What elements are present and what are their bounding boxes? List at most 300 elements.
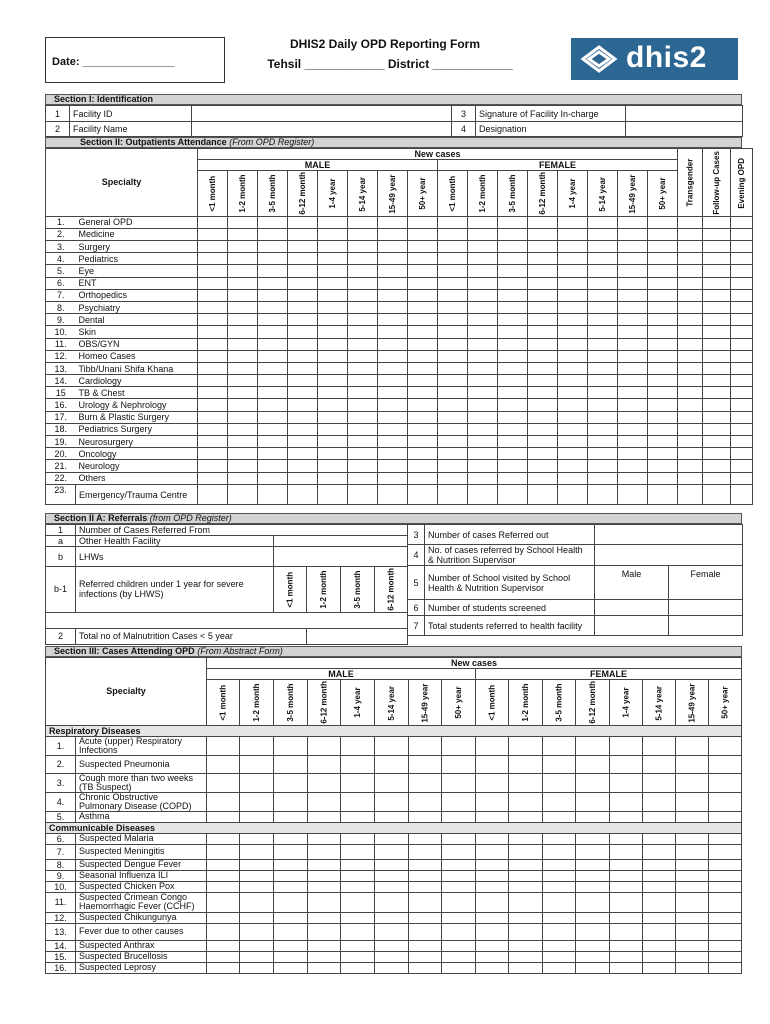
- entry-cell[interactable]: [228, 460, 258, 472]
- entry-cell[interactable]: [476, 773, 509, 792]
- entry-cell[interactable]: [648, 253, 678, 265]
- entry-cell[interactable]: [409, 844, 442, 859]
- entry-cell[interactable]: [576, 736, 610, 755]
- entry-cell[interactable]: [528, 362, 558, 374]
- entry-cell[interactable]: [709, 892, 742, 912]
- entry-cell[interactable]: [618, 411, 648, 423]
- entry-cell[interactable]: [528, 289, 558, 301]
- entry-cell[interactable]: [442, 912, 476, 923]
- entry-cell[interactable]: [676, 736, 709, 755]
- entry-cell[interactable]: [409, 923, 442, 940]
- entry-cell[interactable]: [308, 792, 341, 811]
- entry-cell[interactable]: [610, 951, 643, 962]
- entry-cell[interactable]: [731, 253, 753, 265]
- entry-cell[interactable]: [240, 881, 274, 892]
- entry-cell[interactable]: [438, 350, 468, 362]
- entry-cell[interactable]: [468, 326, 498, 338]
- entry-cell[interactable]: [731, 228, 753, 240]
- entry-cell[interactable]: [258, 387, 288, 399]
- entry-cell[interactable]: [678, 436, 703, 448]
- entry-cell[interactable]: [207, 859, 240, 870]
- entry-cell[interactable]: [498, 277, 528, 289]
- entry-cell[interactable]: [348, 399, 378, 411]
- entry-cell[interactable]: [438, 277, 468, 289]
- entry-cell[interactable]: [341, 962, 375, 973]
- entry-cell[interactable]: [468, 375, 498, 387]
- entry-cell[interactable]: [274, 962, 308, 973]
- entry-cell[interactable]: [588, 375, 618, 387]
- entry-cell[interactable]: [678, 472, 703, 484]
- entry-cell[interactable]: [648, 301, 678, 313]
- entry-cell[interactable]: [703, 460, 731, 472]
- entry-cell[interactable]: [543, 951, 576, 962]
- entry-cell[interactable]: [468, 423, 498, 435]
- entry-cell[interactable]: [258, 375, 288, 387]
- entry-cell[interactable]: [528, 411, 558, 423]
- entry-cell[interactable]: [258, 277, 288, 289]
- entry-cell[interactable]: [228, 228, 258, 240]
- entry-cell[interactable]: [588, 399, 618, 411]
- entry-cell[interactable]: [558, 448, 588, 460]
- entry-cell[interactable]: [408, 448, 438, 460]
- entry-cell[interactable]: [318, 301, 348, 313]
- entry-cell[interactable]: [442, 859, 476, 870]
- entry-cell[interactable]: [198, 375, 228, 387]
- entry-cell[interactable]: [288, 314, 318, 326]
- entry-cell[interactable]: [442, 951, 476, 962]
- entry-cell[interactable]: [348, 423, 378, 435]
- entry-cell[interactable]: [709, 736, 742, 755]
- entry-cell[interactable]: [709, 940, 742, 951]
- entry-cell[interactable]: [498, 485, 528, 505]
- entry-cell[interactable]: [648, 460, 678, 472]
- entry-cell[interactable]: [610, 773, 643, 792]
- entry-cell[interactable]: [678, 301, 703, 313]
- entry-cell[interactable]: [558, 485, 588, 505]
- entry-cell[interactable]: [498, 411, 528, 423]
- entry-cell[interactable]: [528, 350, 558, 362]
- entry-cell[interactable]: [442, 736, 476, 755]
- entry-cell[interactable]: [498, 362, 528, 374]
- entry-cell[interactable]: [348, 387, 378, 399]
- entry-cell[interactable]: [543, 870, 576, 881]
- entry-cell[interactable]: [476, 870, 509, 881]
- entry-cell[interactable]: [378, 485, 408, 505]
- entry-cell[interactable]: [648, 314, 678, 326]
- entry-cell[interactable]: [409, 811, 442, 822]
- entry-cell[interactable]: [643, 736, 676, 755]
- entry-cell[interactable]: [288, 228, 318, 240]
- entry-cell[interactable]: [274, 792, 308, 811]
- entry-cell[interactable]: [648, 375, 678, 387]
- entry-cell[interactable]: [228, 472, 258, 484]
- entry-cell[interactable]: [610, 833, 643, 844]
- entry-cell[interactable]: [288, 460, 318, 472]
- entry-cell[interactable]: [731, 387, 753, 399]
- entry-cell[interactable]: [676, 844, 709, 859]
- entry-cell[interactable]: [528, 326, 558, 338]
- entry-cell[interactable]: [409, 773, 442, 792]
- entry-cell[interactable]: [308, 755, 341, 773]
- entry-cell[interactable]: [509, 923, 543, 940]
- entry-cell[interactable]: [409, 881, 442, 892]
- entry-cell[interactable]: [678, 338, 703, 350]
- entry-cell[interactable]: [378, 277, 408, 289]
- entry-cell[interactable]: [643, 833, 676, 844]
- entry-cell[interactable]: [378, 241, 408, 253]
- entry-cell[interactable]: [676, 892, 709, 912]
- entry-cell[interactable]: [576, 859, 610, 870]
- entry-cell[interactable]: [678, 253, 703, 265]
- entry-cell[interactable]: [408, 301, 438, 313]
- entry-cell[interactable]: [618, 399, 648, 411]
- entry-cell[interactable]: [438, 411, 468, 423]
- entry-cell[interactable]: [543, 792, 576, 811]
- entry-cell[interactable]: [442, 870, 476, 881]
- entry-cell[interactable]: [438, 216, 468, 228]
- entry-cell[interactable]: [442, 773, 476, 792]
- entry-cell[interactable]: [274, 870, 308, 881]
- entry-cell[interactable]: [709, 773, 742, 792]
- entry-cell[interactable]: [498, 399, 528, 411]
- entry-cell[interactable]: [318, 375, 348, 387]
- entry-cell[interactable]: [378, 411, 408, 423]
- entry-cell[interactable]: [610, 923, 643, 940]
- entry-cell[interactable]: [558, 265, 588, 277]
- entry-cell[interactable]: [576, 773, 610, 792]
- entry-cell[interactable]: [528, 436, 558, 448]
- entry-cell[interactable]: [498, 228, 528, 240]
- entry-cell[interactable]: [318, 399, 348, 411]
- entry-cell[interactable]: [348, 460, 378, 472]
- entry-cell[interactable]: [438, 265, 468, 277]
- entry-cell[interactable]: [528, 241, 558, 253]
- entry-cell[interactable]: [648, 387, 678, 399]
- entry-cell[interactable]: [678, 350, 703, 362]
- entry-cell[interactable]: [318, 228, 348, 240]
- entry-cell[interactable]: [207, 881, 240, 892]
- entry-cell[interactable]: [588, 228, 618, 240]
- entry-cell[interactable]: [678, 265, 703, 277]
- entry-cell[interactable]: [438, 338, 468, 350]
- entry-cell[interactable]: [731, 423, 753, 435]
- entry-cell[interactable]: [228, 301, 258, 313]
- entry-cell[interactable]: [703, 387, 731, 399]
- entry-cell[interactable]: [240, 859, 274, 870]
- entry-cell[interactable]: [378, 387, 408, 399]
- entry-cell[interactable]: [676, 912, 709, 923]
- entry-cell[interactable]: [318, 485, 348, 505]
- entry-cell[interactable]: [468, 411, 498, 423]
- entry-cell[interactable]: [648, 472, 678, 484]
- entry-cell[interactable]: [409, 859, 442, 870]
- entry-cell[interactable]: [476, 923, 509, 940]
- entry-cell[interactable]: [509, 940, 543, 951]
- entry-cell[interactable]: [228, 314, 258, 326]
- entry-cell[interactable]: [588, 448, 618, 460]
- entry-cell[interactable]: [258, 314, 288, 326]
- entry-cell[interactable]: [288, 362, 318, 374]
- entry-cell[interactable]: [288, 399, 318, 411]
- entry-cell[interactable]: [618, 448, 648, 460]
- entry-cell[interactable]: [228, 338, 258, 350]
- entry-cell[interactable]: [498, 301, 528, 313]
- entry-cell[interactable]: [543, 755, 576, 773]
- entry-cell[interactable]: [442, 940, 476, 951]
- entry-cell[interactable]: [476, 833, 509, 844]
- entry-cell[interactable]: [258, 338, 288, 350]
- entry-cell[interactable]: [207, 923, 240, 940]
- entry-cell[interactable]: [207, 892, 240, 912]
- entry-cell[interactable]: [198, 277, 228, 289]
- entry-cell[interactable]: [408, 253, 438, 265]
- entry-cell[interactable]: [198, 228, 228, 240]
- entry-cell[interactable]: [558, 326, 588, 338]
- entry-cell[interactable]: [678, 362, 703, 374]
- entry-cell[interactable]: [378, 301, 408, 313]
- entry-cell[interactable]: [678, 241, 703, 253]
- entry-cell[interactable]: [643, 755, 676, 773]
- entry-cell[interactable]: [528, 485, 558, 505]
- entry-cell[interactable]: [228, 448, 258, 460]
- entry-cell[interactable]: [648, 241, 678, 253]
- entry-cell[interactable]: [703, 423, 731, 435]
- entry-cell[interactable]: [258, 326, 288, 338]
- entry-cell[interactable]: [498, 241, 528, 253]
- entry-cell[interactable]: [375, 811, 409, 822]
- entry-cell[interactable]: [509, 811, 543, 822]
- entry-cell[interactable]: [576, 844, 610, 859]
- entry-cell[interactable]: [409, 833, 442, 844]
- entry-cell[interactable]: [288, 277, 318, 289]
- entry-cell[interactable]: [408, 362, 438, 374]
- entry-cell[interactable]: [618, 277, 648, 289]
- entry-cell[interactable]: [618, 241, 648, 253]
- entry-cell[interactable]: [558, 387, 588, 399]
- entry-cell[interactable]: [678, 314, 703, 326]
- entry-cell[interactable]: [408, 228, 438, 240]
- entry-cell[interactable]: [348, 472, 378, 484]
- entry-cell[interactable]: [618, 472, 648, 484]
- entry-cell[interactable]: [341, 792, 375, 811]
- entry-cell[interactable]: [648, 411, 678, 423]
- entry-cell[interactable]: [409, 951, 442, 962]
- entry-cell[interactable]: [509, 736, 543, 755]
- entry-cell[interactable]: [678, 216, 703, 228]
- entry-cell[interactable]: [468, 485, 498, 505]
- entry-cell[interactable]: [703, 436, 731, 448]
- entry-cell[interactable]: [643, 811, 676, 822]
- screened-female-field[interactable]: [669, 600, 743, 616]
- entry-cell[interactable]: [731, 338, 753, 350]
- entry-cell[interactable]: [676, 792, 709, 811]
- entry-cell[interactable]: [198, 289, 228, 301]
- entry-cell[interactable]: [274, 923, 308, 940]
- entry-cell[interactable]: [438, 362, 468, 374]
- entry-cell[interactable]: [643, 923, 676, 940]
- entry-cell[interactable]: [240, 736, 274, 755]
- entry-cell[interactable]: [288, 216, 318, 228]
- entry-cell[interactable]: [408, 326, 438, 338]
- entry-cell[interactable]: [678, 411, 703, 423]
- entry-cell[interactable]: [240, 833, 274, 844]
- entry-cell[interactable]: [648, 265, 678, 277]
- entry-cell[interactable]: [308, 870, 341, 881]
- entry-cell[interactable]: [438, 423, 468, 435]
- entry-cell[interactable]: [558, 301, 588, 313]
- entry-cell[interactable]: [409, 892, 442, 912]
- entry-cell[interactable]: [509, 951, 543, 962]
- entry-cell[interactable]: [288, 338, 318, 350]
- entry-cell[interactable]: [207, 755, 240, 773]
- entry-cell[interactable]: [348, 277, 378, 289]
- entry-cell[interactable]: [375, 736, 409, 755]
- entry-cell[interactable]: [588, 423, 618, 435]
- entry-cell[interactable]: [442, 833, 476, 844]
- entry-cell[interactable]: [498, 350, 528, 362]
- entry-cell[interactable]: [240, 962, 274, 973]
- entry-cell[interactable]: [274, 912, 308, 923]
- entry-cell[interactable]: [528, 265, 558, 277]
- entry-cell[interactable]: [318, 448, 348, 460]
- entry-cell[interactable]: [409, 736, 442, 755]
- entry-cell[interactable]: [318, 436, 348, 448]
- entry-cell[interactable]: [731, 265, 753, 277]
- entry-cell[interactable]: [731, 460, 753, 472]
- entry-cell[interactable]: [678, 399, 703, 411]
- entry-cell[interactable]: [228, 411, 258, 423]
- entry-cell[interactable]: [528, 387, 558, 399]
- entry-cell[interactable]: [509, 755, 543, 773]
- entry-cell[interactable]: [610, 736, 643, 755]
- entry-cell[interactable]: [198, 241, 228, 253]
- entry-cell[interactable]: [318, 314, 348, 326]
- entry-cell[interactable]: [228, 289, 258, 301]
- entry-cell[interactable]: [198, 350, 228, 362]
- entry-cell[interactable]: [341, 811, 375, 822]
- entry-cell[interactable]: [588, 241, 618, 253]
- entry-cell[interactable]: [378, 289, 408, 301]
- entry-cell[interactable]: [576, 792, 610, 811]
- entry-cell[interactable]: [468, 253, 498, 265]
- entry-cell[interactable]: [709, 755, 742, 773]
- entry-cell[interactable]: [240, 870, 274, 881]
- entry-cell[interactable]: [288, 301, 318, 313]
- entry-cell[interactable]: [318, 277, 348, 289]
- entry-cell[interactable]: [618, 253, 648, 265]
- entry-cell[interactable]: [703, 289, 731, 301]
- entry-cell[interactable]: [509, 859, 543, 870]
- entry-cell[interactable]: [558, 399, 588, 411]
- entry-cell[interactable]: [408, 485, 438, 505]
- entry-cell[interactable]: [308, 833, 341, 844]
- entry-cell[interactable]: [341, 755, 375, 773]
- entry-cell[interactable]: [207, 773, 240, 792]
- entry-cell[interactable]: [643, 792, 676, 811]
- entry-cell[interactable]: [588, 289, 618, 301]
- entry-cell[interactable]: [576, 881, 610, 892]
- referred-male-field[interactable]: [595, 616, 669, 636]
- entry-cell[interactable]: [558, 436, 588, 448]
- entry-cell[interactable]: [442, 755, 476, 773]
- entry-cell[interactable]: [408, 472, 438, 484]
- entry-cell[interactable]: [258, 350, 288, 362]
- entry-cell[interactable]: [709, 912, 742, 923]
- entry-cell[interactable]: [703, 350, 731, 362]
- entry-cell[interactable]: [258, 448, 288, 460]
- entry-cell[interactable]: [558, 375, 588, 387]
- entry-cell[interactable]: [408, 387, 438, 399]
- entry-cell[interactable]: [498, 375, 528, 387]
- entry-cell[interactable]: [318, 265, 348, 277]
- entry-cell[interactable]: [198, 338, 228, 350]
- entry-cell[interactable]: [731, 375, 753, 387]
- entry-cell[interactable]: [318, 362, 348, 374]
- entry-cell[interactable]: [543, 940, 576, 951]
- entry-cell[interactable]: [703, 216, 731, 228]
- entry-cell[interactable]: [703, 362, 731, 374]
- entry-cell[interactable]: [643, 881, 676, 892]
- entry-cell[interactable]: [207, 811, 240, 822]
- entry-cell[interactable]: [558, 241, 588, 253]
- entry-cell[interactable]: [375, 881, 409, 892]
- entry-cell[interactable]: [528, 314, 558, 326]
- entry-cell[interactable]: [207, 912, 240, 923]
- entry-cell[interactable]: [528, 253, 558, 265]
- entry-cell[interactable]: [509, 881, 543, 892]
- entry-cell[interactable]: [348, 448, 378, 460]
- entry-cell[interactable]: [240, 792, 274, 811]
- entry-cell[interactable]: [228, 423, 258, 435]
- entry-cell[interactable]: [618, 460, 648, 472]
- screened-male-field[interactable]: [595, 600, 669, 616]
- entry-cell[interactable]: [509, 792, 543, 811]
- entry-cell[interactable]: [198, 314, 228, 326]
- entry-cell[interactable]: [409, 962, 442, 973]
- entry-cell[interactable]: [341, 881, 375, 892]
- entry-cell[interactable]: [731, 241, 753, 253]
- entry-cell[interactable]: [207, 870, 240, 881]
- entry-cell[interactable]: [341, 773, 375, 792]
- entry-cell[interactable]: [528, 338, 558, 350]
- entry-cell[interactable]: [558, 423, 588, 435]
- entry-cell[interactable]: [375, 912, 409, 923]
- entry-cell[interactable]: [558, 411, 588, 423]
- entry-cell[interactable]: [468, 362, 498, 374]
- entry-cell[interactable]: [618, 485, 648, 505]
- entry-cell[interactable]: [498, 436, 528, 448]
- entry-cell[interactable]: [274, 892, 308, 912]
- entry-cell[interactable]: [288, 485, 318, 505]
- entry-cell[interactable]: [258, 253, 288, 265]
- entry-cell[interactable]: [610, 892, 643, 912]
- entry-cell[interactable]: [378, 326, 408, 338]
- entry-cell[interactable]: [442, 923, 476, 940]
- entry-cell[interactable]: [709, 881, 742, 892]
- entry-cell[interactable]: [408, 399, 438, 411]
- entry-cell[interactable]: [348, 436, 378, 448]
- entry-cell[interactable]: [341, 940, 375, 951]
- entry-cell[interactable]: [731, 399, 753, 411]
- entry-cell[interactable]: [348, 301, 378, 313]
- entry-cell[interactable]: [348, 253, 378, 265]
- entry-cell[interactable]: [408, 241, 438, 253]
- entry-cell[interactable]: [703, 399, 731, 411]
- entry-cell[interactable]: [274, 940, 308, 951]
- entry-cell[interactable]: [703, 301, 731, 313]
- entry-cell[interactable]: [240, 773, 274, 792]
- entry-cell[interactable]: [528, 228, 558, 240]
